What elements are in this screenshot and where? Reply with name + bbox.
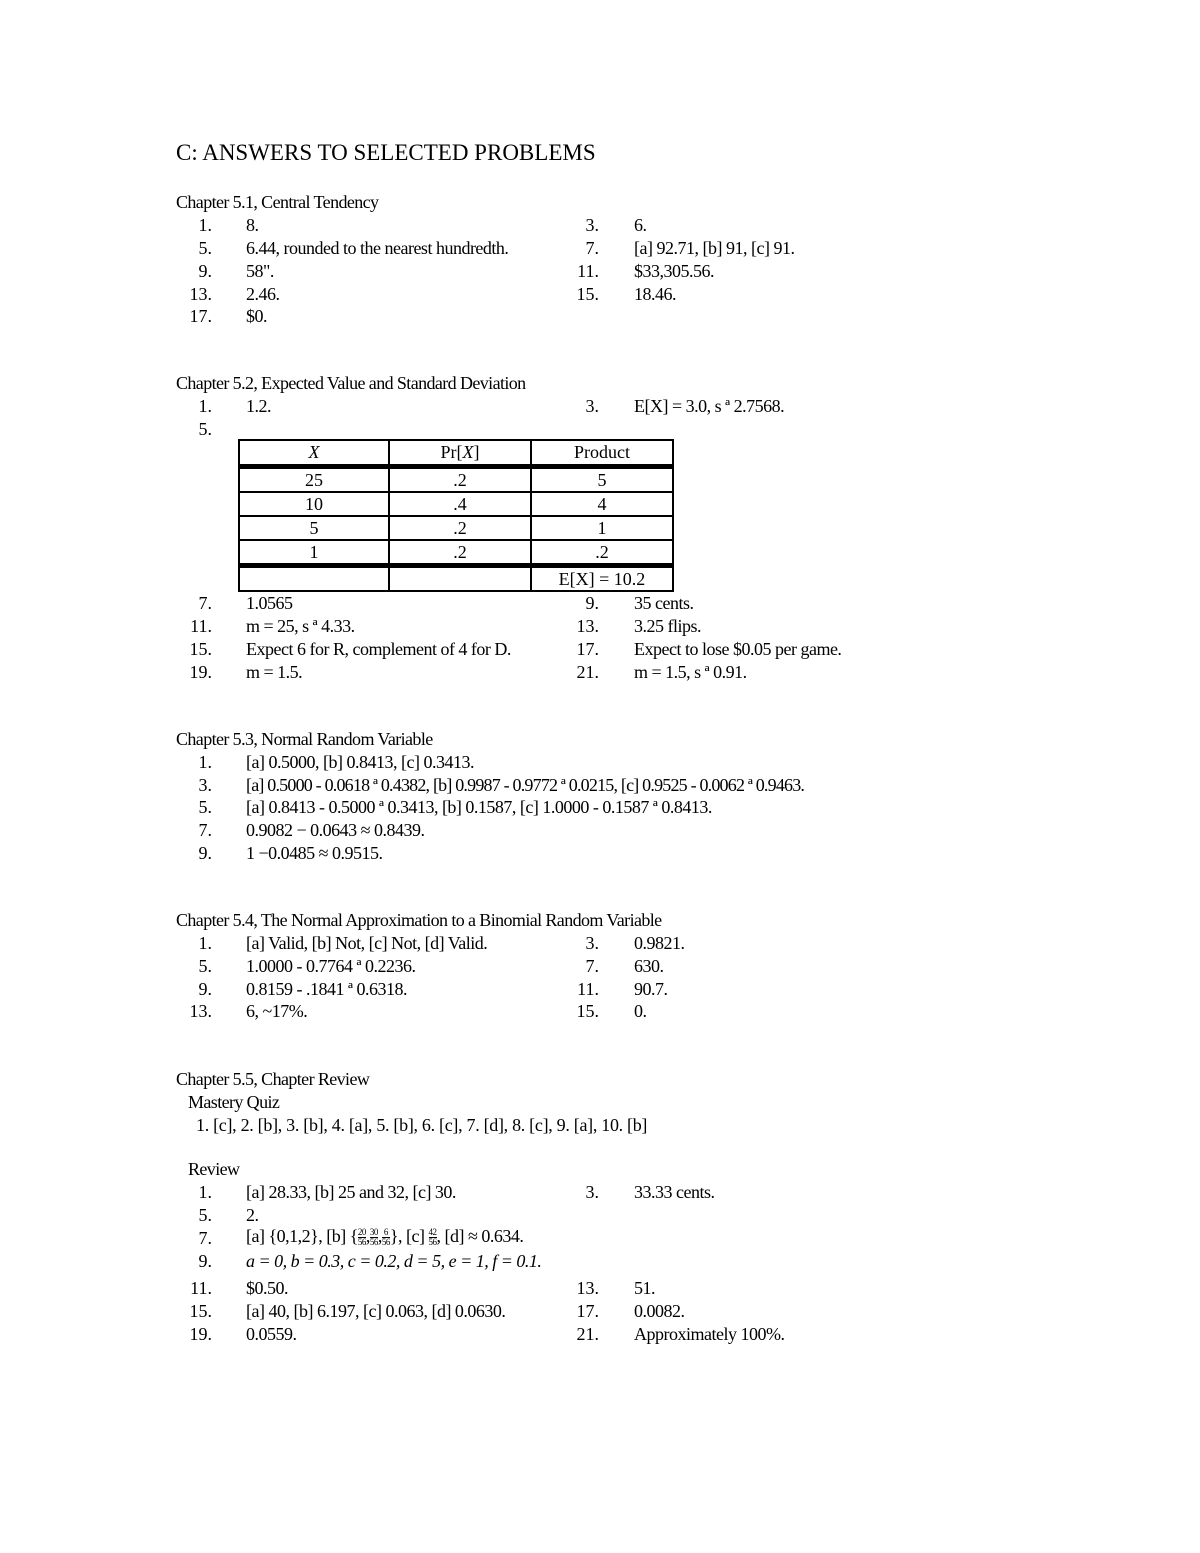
fraction: $\frac{42}{56}$ bbox=[428, 1227, 437, 1248]
answer-text: 1.2. bbox=[246, 396, 271, 416]
section-heading-5-3: Chapter 5.3, Normal Random Variable bbox=[176, 729, 433, 749]
section-heading-5-2: Chapter 5.2, Expected Value and Standard Deviation bbox=[176, 373, 526, 393]
answer-text: [a] Valid, [b] Not, [c] Not, [d] Valid. bbox=[246, 933, 488, 953]
answer-text: 2.46. bbox=[246, 284, 280, 304]
answer-number: 3. bbox=[585, 215, 599, 235]
table-cell: 4 bbox=[531, 492, 673, 516]
answer-text: [a] {0,1,2}, [b] { bbox=[246, 1226, 358, 1246]
answer-text: 0.8159 - .1841 ª 0.6318. bbox=[246, 979, 407, 999]
answer-text: [a] 0.5000 - 0.0618 ª 0.4382, [b] 0.9987 - 0.9772 ª 0.0215, [c] 0.9525 - 0.0062 ª 0.9463. bbox=[246, 775, 805, 795]
answer-text: $33,305.56. bbox=[634, 261, 714, 281]
answer-number: 21. bbox=[576, 662, 599, 682]
answer-number: 3. bbox=[585, 396, 599, 416]
answer-number: 7. bbox=[198, 593, 212, 613]
answer-text: [a] 28.33, [b] 25 and 32, [c] 30. bbox=[246, 1182, 456, 1202]
answer-number: 19. bbox=[189, 1324, 212, 1344]
answer-text: [a] 40, [b] 6.197, [c] 0.063, [d] 0.0630. bbox=[246, 1301, 506, 1321]
answer-number: 9. bbox=[198, 843, 212, 863]
answer-number: 15. bbox=[189, 639, 212, 659]
answer-number: 1. bbox=[198, 752, 212, 772]
answer-text: Expect 6 for R, complement of 4 for D. bbox=[246, 639, 511, 659]
answer-text: 90.7. bbox=[634, 979, 668, 999]
fraction: $\frac{30}{56}$ bbox=[369, 1227, 378, 1248]
expected-value-table bbox=[238, 439, 674, 592]
table-cell: .2 bbox=[389, 516, 531, 540]
answer-number: 9. bbox=[198, 261, 212, 281]
answer-number: 1. bbox=[198, 1182, 212, 1202]
answer-text: 8. bbox=[246, 215, 259, 235]
answer-number: 5. bbox=[198, 956, 212, 976]
table-cell: 10 bbox=[239, 492, 389, 516]
answer-number: 5. bbox=[198, 797, 212, 817]
table-row bbox=[239, 516, 673, 540]
answer-number: 5. bbox=[198, 238, 212, 258]
table-cell: 25 bbox=[239, 467, 389, 493]
answer-number: 9. bbox=[198, 1251, 212, 1271]
table-total-row bbox=[239, 566, 673, 592]
table-header: Pr[X] bbox=[389, 440, 531, 467]
answer-number: 3. bbox=[585, 933, 599, 953]
answer-number: 11. bbox=[190, 616, 212, 636]
answer-number: 21. bbox=[576, 1324, 599, 1344]
answer-text: 630. bbox=[634, 956, 664, 976]
table-cell: .4 bbox=[389, 492, 531, 516]
answer-number: 9. bbox=[198, 979, 212, 999]
review-label: Review bbox=[188, 1159, 240, 1179]
answer-text: [a] 0.5000, [b] 0.8413, [c] 0.3413. bbox=[246, 752, 474, 772]
fraction: $\frac{6}{56}$ bbox=[381, 1227, 390, 1248]
answer-text: $0.50. bbox=[246, 1278, 288, 1298]
table-header: Product bbox=[531, 440, 673, 467]
table-cell-empty bbox=[389, 566, 531, 592]
answer-number: 11. bbox=[190, 1278, 212, 1298]
answer-number: 7. bbox=[198, 820, 212, 840]
answer-text: 58". bbox=[246, 261, 274, 281]
answer-number: 17. bbox=[576, 1301, 599, 1321]
answer-text: 0.0082. bbox=[634, 1301, 685, 1321]
table-cell: 5 bbox=[239, 516, 389, 540]
answer-text: 2. bbox=[246, 1205, 259, 1225]
answer-text: [a] 92.71, [b] 91, [c] 91. bbox=[634, 238, 795, 258]
answer-number: 5. bbox=[198, 419, 212, 439]
answer-number: 5. bbox=[198, 1205, 212, 1225]
answer-number: 15. bbox=[576, 284, 599, 304]
answer-number: 3. bbox=[198, 775, 212, 795]
answer-number: 15. bbox=[189, 1301, 212, 1321]
answer-text: 33.33 cents. bbox=[634, 1182, 715, 1202]
answer-text: Expect to lose $0.05 per game. bbox=[634, 639, 842, 659]
table-cell: .2 bbox=[389, 467, 531, 493]
answer-number: 19. bbox=[189, 662, 212, 682]
table-row bbox=[239, 540, 673, 566]
table-cell: .2 bbox=[531, 540, 673, 566]
answer-number: 7. bbox=[585, 238, 599, 258]
fraction: $\frac{20}{56}$ bbox=[357, 1227, 366, 1248]
answer-text: 6.44, rounded to the nearest hundredth. bbox=[246, 238, 509, 258]
answer-text: $0. bbox=[246, 306, 267, 326]
table-total-cell: E[X] = 10.2 bbox=[531, 566, 673, 592]
answer-number: 13. bbox=[576, 1278, 599, 1298]
answer-text: 0. bbox=[634, 1001, 647, 1021]
table-row bbox=[239, 467, 673, 493]
answer-text: 1.0565 bbox=[246, 593, 293, 613]
table-cell: 1 bbox=[531, 516, 673, 540]
answer-text: 6. bbox=[634, 215, 647, 235]
section-heading-5-4: Chapter 5.4, The Normal Approximation to a Binomial Random Variable bbox=[176, 910, 662, 930]
table-cell: 1 bbox=[239, 540, 389, 566]
answer-number: 11. bbox=[577, 261, 599, 281]
answer-text: Approximately 100%. bbox=[634, 1324, 785, 1344]
answer-text: }, [c] bbox=[389, 1226, 429, 1246]
answer-number: 9. bbox=[585, 593, 599, 613]
section-heading-5-5: Chapter 5.5, Chapter Review bbox=[176, 1069, 370, 1089]
answer-text: E[X] = 3.0, s ª 2.7568. bbox=[634, 396, 785, 416]
answer-text-fractions: [a] {0,1,2}, [b] { $\frac{20}{56}$ , $\frac{30}{56}$ , $\frac{6}{56}$ }, [c] $\frac{42}{56}$ , [d] ≈ 0.634. bbox=[246, 1226, 524, 1248]
answer-text: [a] 0.8413 - 0.5000 ª 0.3413, [b] 0.1587, [c] 1.0000 - 0.1587 ª 0.8413. bbox=[246, 797, 712, 817]
answer-number: 7. bbox=[198, 1228, 212, 1248]
answer-number: 3. bbox=[585, 1182, 599, 1202]
answer-number: 15. bbox=[576, 1001, 599, 1021]
mastery-quiz-answers: 1. [c], 2. [b], 3. [b], 4. [a], 5. [b], 6. [c], 7. [d], 8. [c], 9. [a], 10. [b] bbox=[196, 1115, 648, 1135]
table-cell: 5 bbox=[531, 467, 673, 493]
answer-number: 1. bbox=[198, 933, 212, 953]
answer-number: 7. bbox=[585, 956, 599, 976]
section-heading-5-1: Chapter 5.1, Central Tendency bbox=[176, 192, 379, 212]
answer-text: 18.46. bbox=[634, 284, 676, 304]
answer-text: 6, ~17%. bbox=[246, 1001, 308, 1021]
mastery-quiz-label: Mastery Quiz bbox=[188, 1092, 280, 1112]
answer-number: 17. bbox=[576, 639, 599, 659]
answer-number: 13. bbox=[576, 616, 599, 636]
table-header: X bbox=[239, 440, 389, 467]
answer-text: m = 1.5. bbox=[246, 662, 303, 682]
table-cell-empty bbox=[239, 566, 389, 592]
answer-text: 35 cents. bbox=[634, 593, 694, 613]
answer-number: 1. bbox=[198, 396, 212, 416]
answer-text: 0.0559. bbox=[246, 1324, 297, 1344]
page-title: C: ANSWERS TO SELECTED PROBLEMS bbox=[176, 140, 596, 165]
answer-number: 1. bbox=[198, 215, 212, 235]
answer-text: m = 25, s ª 4.33. bbox=[246, 616, 355, 636]
answer-text: 0.9821. bbox=[634, 933, 685, 953]
table-cell: .2 bbox=[389, 540, 531, 566]
table-row bbox=[239, 492, 673, 516]
answer-text: 1 −0.0485 ≈ 0.9515. bbox=[246, 843, 383, 863]
answer-number: 13. bbox=[189, 284, 212, 304]
answer-text: m = 1.5, s ª 0.91. bbox=[634, 662, 747, 682]
answer-number: 17. bbox=[189, 306, 212, 326]
answer-text: 0.9082 − 0.0643 ≈ 0.8439. bbox=[246, 820, 425, 840]
answer-text: , [d] ≈ 0.634. bbox=[436, 1226, 524, 1246]
answer-number: 13. bbox=[189, 1001, 212, 1021]
answer-text: 51. bbox=[634, 1278, 655, 1298]
answer-number: 11. bbox=[577, 979, 599, 999]
answer-text: a = 0, b = 0.3, c = 0.2, d = 5, e = 1, f = 0.1. bbox=[246, 1251, 542, 1271]
answer-text: 3.25 flips. bbox=[634, 616, 702, 636]
answer-text: 1.0000 - 0.7764 ª 0.2236. bbox=[246, 956, 416, 976]
table-header-row bbox=[239, 440, 673, 467]
